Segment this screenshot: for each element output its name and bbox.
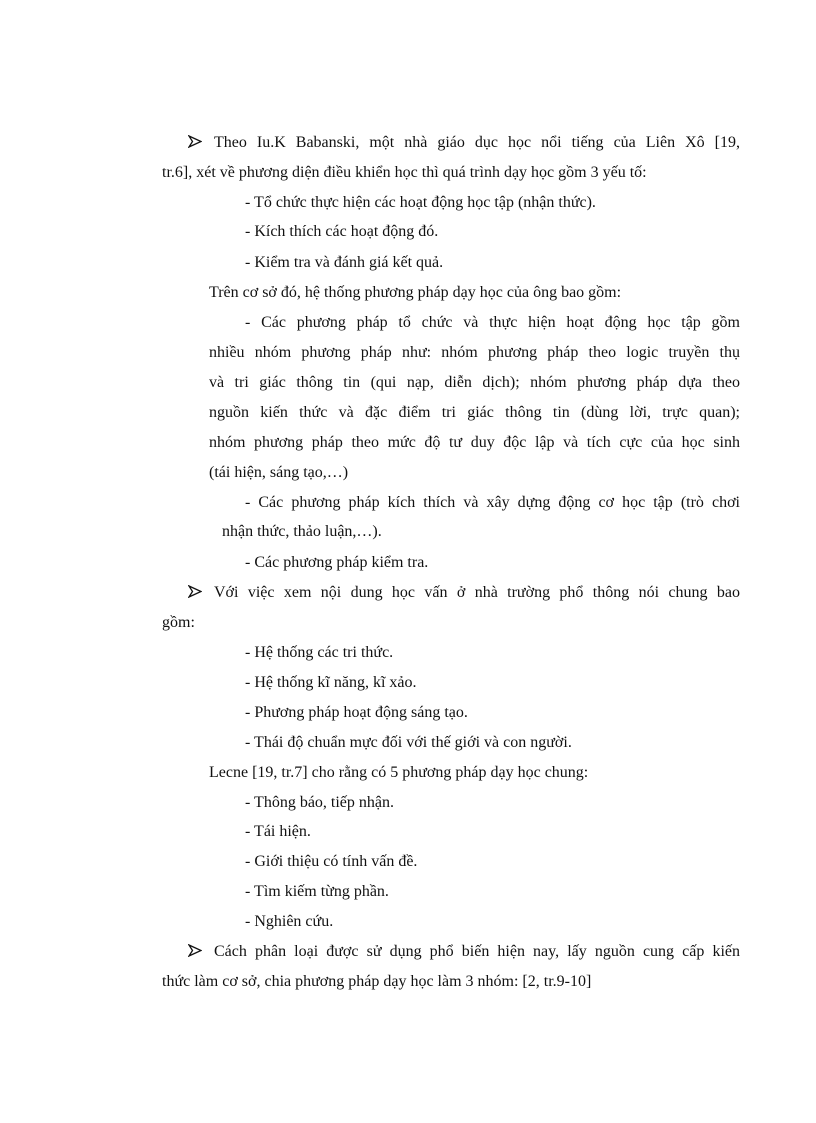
paragraph-line bbox=[188, 583, 740, 603]
paragraph-line: nhóm phương pháp theo mức độ tư duy độc lập và tích cực của học sinh bbox=[209, 434, 740, 451]
list-item: - Tìm kiếm từng phần. bbox=[245, 883, 389, 900]
list-item: - Kích thích các hoạt động đó. bbox=[245, 223, 439, 240]
list-item: - Hệ thống các tri thức. bbox=[245, 644, 394, 661]
list-item: - Các phương pháp kiểm tra. bbox=[245, 554, 429, 571]
paragraph-line bbox=[188, 133, 740, 153]
paragraph-line: nhiều nhóm phương pháp như: nhóm phương pháp theo logic truyền thụ bbox=[209, 344, 740, 361]
list-item: - Giới thiệu có tính vấn đề. bbox=[245, 853, 418, 870]
arrow-bullet-icon bbox=[188, 942, 214, 962]
bullet-text: Cách phân loại được sử dụng phổ biến hiện nay, lấy nguồn cung cấp kiến bbox=[214, 943, 740, 960]
list-item: - Nghiên cứu. bbox=[245, 913, 334, 930]
paragraph-line: Lecne [19, tr.7] cho rằng có 5 phương pháp dạy học chung: bbox=[209, 764, 589, 781]
list-item: - Thái độ chuẩn mực đối với thế giới và con người. bbox=[245, 734, 572, 751]
list-item: - Tái hiện. bbox=[245, 823, 311, 840]
list-item: - Phương pháp hoạt động sáng tạo. bbox=[245, 704, 468, 721]
arrow-bullet-icon bbox=[188, 583, 214, 603]
paragraph-line: gồm: bbox=[162, 614, 195, 631]
list-item: - Thông báo, tiếp nhận. bbox=[245, 794, 395, 811]
paragraph-line bbox=[188, 942, 740, 962]
paragraph-line: nguồn kiến thức và đặc điểm tri giác thông tin (dùng lời, trực quan); bbox=[209, 404, 740, 421]
list-item: - Kiểm tra và đánh giá kết quả. bbox=[245, 254, 444, 271]
paragraph-line: - Các phương pháp kích thích và xây dựng động cơ học tập (trò chơi bbox=[245, 494, 740, 511]
arrow-bullet-icon bbox=[188, 133, 214, 153]
list-item: - Hệ thống kĩ năng, kĩ xảo. bbox=[245, 674, 417, 691]
paragraph-line: nhận thức, thảo luận,…). bbox=[222, 523, 382, 540]
paragraph-line: Trên cơ sở đó, hệ thống phương pháp dạy học của ông bao gồm: bbox=[209, 284, 622, 301]
bullet-text: Với việc xem nội dung học vấn ở nhà trường phổ thông nói chung bao bbox=[214, 584, 740, 601]
paragraph-line: (tái hiện, sáng tạo,…) bbox=[209, 464, 349, 481]
paragraph-line: - Các phương pháp tổ chức và thực hiện hoạt động học tập gồm bbox=[245, 314, 740, 331]
bullet-text: Theo Iu.K Babanski, một nhà giáo dục học nổi tiếng của Liên Xô [19, bbox=[214, 134, 740, 151]
paragraph-line: tr.6], xét về phương diện điều khiển học thì quá trình dạy học gồm 3 yếu tố: bbox=[162, 164, 647, 181]
paragraph-line: thức làm cơ sở, chia phương pháp dạy học làm 3 nhóm: [2, tr.9-10] bbox=[162, 973, 592, 990]
list-item: - Tổ chức thực hiện các hoạt động học tập (nhận thức). bbox=[245, 194, 596, 211]
paragraph-line: và tri giác thông tin (qui nạp, diễn dịch); nhóm phương pháp dựa theo bbox=[209, 374, 740, 391]
